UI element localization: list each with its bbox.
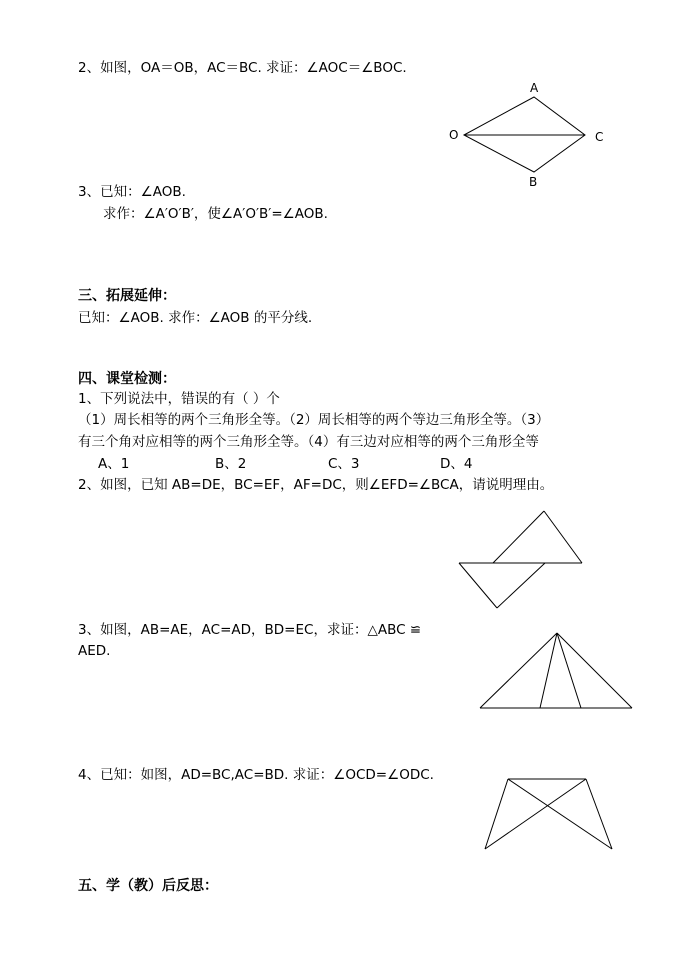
section-4-q3-line2: AED.	[78, 643, 111, 659]
fig1-label-b: B	[529, 175, 538, 189]
option-d: D、4	[440, 456, 473, 472]
fig1-label-a: A	[530, 81, 539, 95]
fig1-label-c: C	[595, 130, 604, 144]
question-3-line1: 3、已知：∠AOB.	[78, 184, 186, 200]
figure-two-triangles	[440, 500, 600, 625]
fig2-line-ed	[544, 511, 582, 563]
fig2-line-ab	[459, 563, 497, 608]
fig3-line-ae	[557, 633, 632, 708]
fig4-line-da	[485, 779, 508, 849]
question-3-line2: 求作：∠A′O′B′，使∠A′O′B′=∠AOB.	[103, 206, 328, 222]
question-2-text: 2、如图，OA＝OB，AC＝BC. 求证：∠AOC＝∠BOC.	[78, 60, 407, 76]
section-3-text: 已知：∠AOB. 求作：∠AOB 的平分线.	[78, 310, 313, 326]
fig4-line-db	[508, 779, 612, 849]
figure-trapezoid-abcd	[470, 765, 620, 865]
option-a: A、1	[98, 456, 130, 472]
section-3-heading: 三、拓展延伸：	[78, 288, 176, 304]
option-c: C、3	[328, 456, 360, 472]
section-5-heading: 五、学（教）后反思：	[78, 878, 218, 894]
figure-quadrilateral-oacb	[440, 76, 620, 194]
fig2-line-fe	[493, 511, 544, 563]
option-b: B、2	[215, 456, 247, 472]
figure-triangle-abe	[460, 620, 640, 725]
section-4-q3-line1: 3、如图，AB=AE，AC=AD，BD=EC，求证：△ABC ≌	[78, 622, 422, 638]
fig4-line-ac	[485, 779, 586, 849]
fig4-line-cb	[586, 779, 612, 849]
section-4-heading: 四、课堂检测：	[78, 371, 176, 387]
fig3-line-ac	[540, 633, 557, 708]
fig3-line-ad	[557, 633, 581, 708]
section-4-q2-text: 2、如图，已知 AB=DE，BC=EF，AF=DC，则∠EFD=∠BCA，请说明理由。	[78, 477, 554, 493]
fig1-label-o: O	[449, 128, 459, 142]
section-4-q1-stem: 1、下列说法中，错误的有（ ）个	[78, 391, 280, 407]
fig3-line-ab	[480, 633, 557, 708]
section-4-q1-line1: （1）周长相等的两个三角形全等。（2）周长相等的两个等边三角形全等。（3）	[78, 412, 550, 428]
section-4-q1-line2: 有三个角对应相等的两个三角形全等。（4）有三边对应相等的两个三角形全等	[78, 434, 539, 450]
section-4-q4-text: 4、已知：如图，AD=BC,AC=BD. 求证：∠OCD=∠ODC.	[78, 767, 434, 783]
fig2-line-bc	[497, 563, 545, 608]
